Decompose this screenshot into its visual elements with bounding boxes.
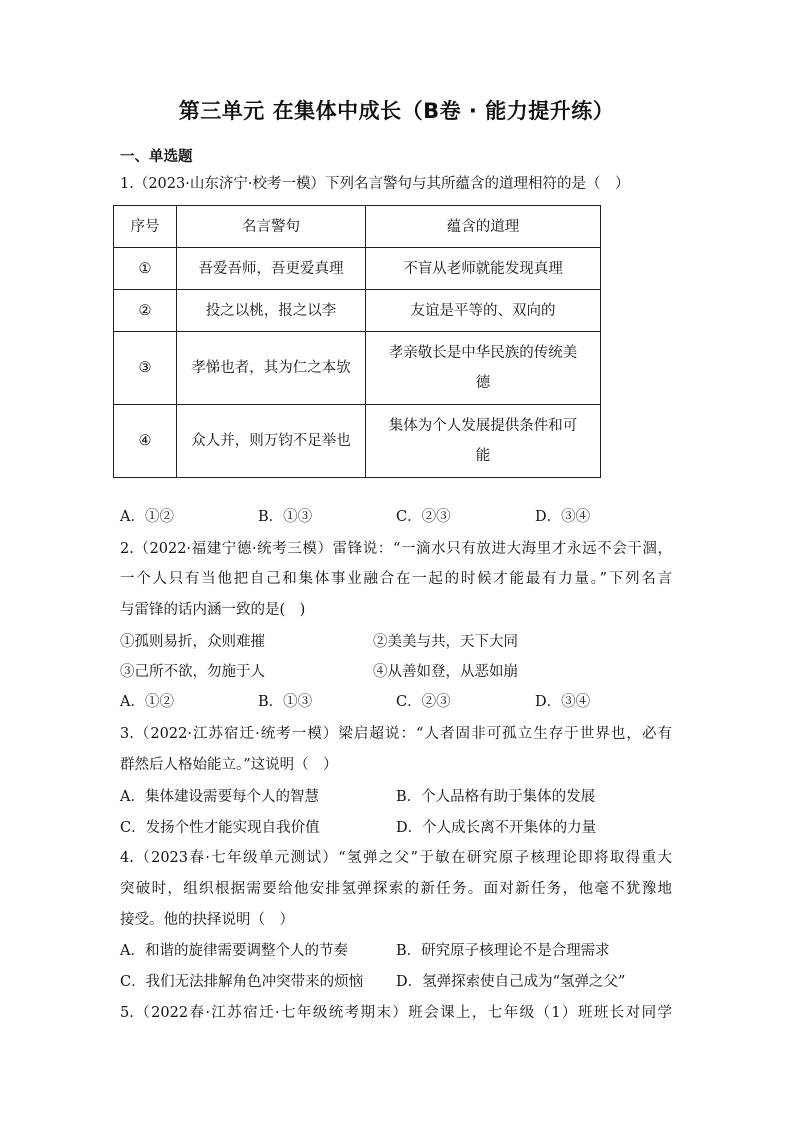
- row-meaning-line: 能: [475, 448, 491, 464]
- row-quote: 投之以桃，报之以李: [177, 290, 366, 332]
- option-d[interactable]: D．个人成长离不开集体的力量: [396, 820, 597, 836]
- option-c[interactable]: C．发扬个性才能实现自我价值: [120, 820, 320, 836]
- question-5-stem-line: 5.（2022春·江苏宿迁·七年级统考期末）班会课上，七年级（1）班班长对同学: [120, 1005, 672, 1021]
- header-cell-index: 序号: [114, 206, 177, 248]
- header-cell-meaning: 蕴含的道理: [366, 206, 601, 248]
- question-1-stem: 1.（2023·山东济宁·校考一模）下列名言警句与其所蕴含的道理相符的是（ ）: [120, 176, 630, 192]
- row-quote: 众人并，则万钧不足举也: [177, 405, 366, 478]
- option-d[interactable]: D．氢弹探索使自己成为“氢弹之父”: [396, 974, 626, 990]
- section-heading: 一、单选题: [120, 149, 193, 165]
- row-meaning-line: 孝亲敬长是中华民族的传统美: [388, 345, 578, 361]
- header-cell-quote: 名言警句: [177, 206, 366, 248]
- question-2-stem-line: 2.（2022·福建宁德·统考三模）雷锋说：“一滴水只有放进大海里才永远不会干涸，: [120, 541, 672, 557]
- table-row: [114, 332, 601, 405]
- question-2-stem-line: 一个人只有当他把自己和集体事业融合在一起的时候才能最有力量。”下列名言: [120, 571, 672, 587]
- option-a[interactable]: A．和谐的旋律需要调整个人的节奏: [120, 943, 348, 959]
- option-b[interactable]: B．研究原子核理论不是合理需求: [396, 943, 610, 959]
- statement-1: ①孤则易折，众则难摧: [120, 634, 265, 650]
- row-meaning: [366, 332, 601, 405]
- row-meaning-line: 集体为个人发展提供条件和可: [388, 418, 578, 434]
- option-b[interactable]: B．①③: [258, 694, 313, 710]
- table-row: [114, 248, 601, 290]
- option-b[interactable]: B．①③: [258, 509, 313, 525]
- option-c[interactable]: C．②③: [396, 509, 451, 525]
- row-index: ②: [114, 290, 177, 332]
- question-3-stem-line: 群然后人格始能立。”这说明（ ）: [120, 757, 338, 773]
- statement-2: ②美美与共，天下大同: [373, 634, 518, 650]
- row-index: ④: [114, 405, 177, 478]
- statement-3: ③己所不欲，勿施于人: [120, 664, 265, 680]
- row-index: ③: [114, 332, 177, 405]
- table-row: [114, 405, 601, 478]
- table-row: [114, 290, 601, 332]
- row-quote: 孝悌也者，其为仁之本欤: [177, 332, 366, 405]
- quotes-table: [113, 205, 601, 478]
- option-a[interactable]: A．集体建设需要每个人的智慧: [120, 789, 319, 805]
- question-2-stem-line: 与雷锋的话内涵一致的是( ): [120, 602, 306, 618]
- option-d[interactable]: D．③④: [535, 509, 591, 525]
- option-c[interactable]: C．②③: [396, 694, 451, 710]
- option-a[interactable]: A．①②: [120, 509, 174, 525]
- row-quote: 吾爱吾师，吾更爱真理: [177, 248, 366, 290]
- table-header-row: [114, 206, 601, 248]
- question-4-stem-line: 突破时，组织根据需要给他安排氢弹探索的新任务。面对新任务，他毫不犹豫地: [120, 881, 672, 897]
- statement-4: ④从善如登，从恶如崩: [373, 664, 518, 680]
- option-b[interactable]: B．个人品格有助于集体的发展: [396, 789, 596, 805]
- row-meaning: 友谊是平等的、双向的: [366, 290, 601, 332]
- question-3-stem-line: 3.（2022·江苏宿迁·统考一模）梁启超说：“人者固非可孤立生存于世界也，必有: [120, 726, 672, 742]
- row-meaning: [366, 405, 601, 478]
- option-c[interactable]: C．我们无法排解角色冲突带来的烦恼: [120, 974, 364, 990]
- question-4-stem-line: 4.（2023春·七年级单元测试）“氢弹之父”于敏在研究原子核理论即将取得重大: [120, 850, 672, 866]
- option-d[interactable]: D．③④: [535, 694, 591, 710]
- question-4-stem-line: 接受。他的抉择说明（ ）: [120, 912, 294, 928]
- option-a[interactable]: A．①②: [120, 694, 174, 710]
- row-meaning: 不盲从老师就能发现真理: [366, 248, 601, 290]
- row-meaning-line: 德: [475, 375, 491, 391]
- row-index: ①: [114, 248, 177, 290]
- page-title: 第三单元 在集体中成长（B卷 · 能力提升练）: [178, 99, 615, 123]
